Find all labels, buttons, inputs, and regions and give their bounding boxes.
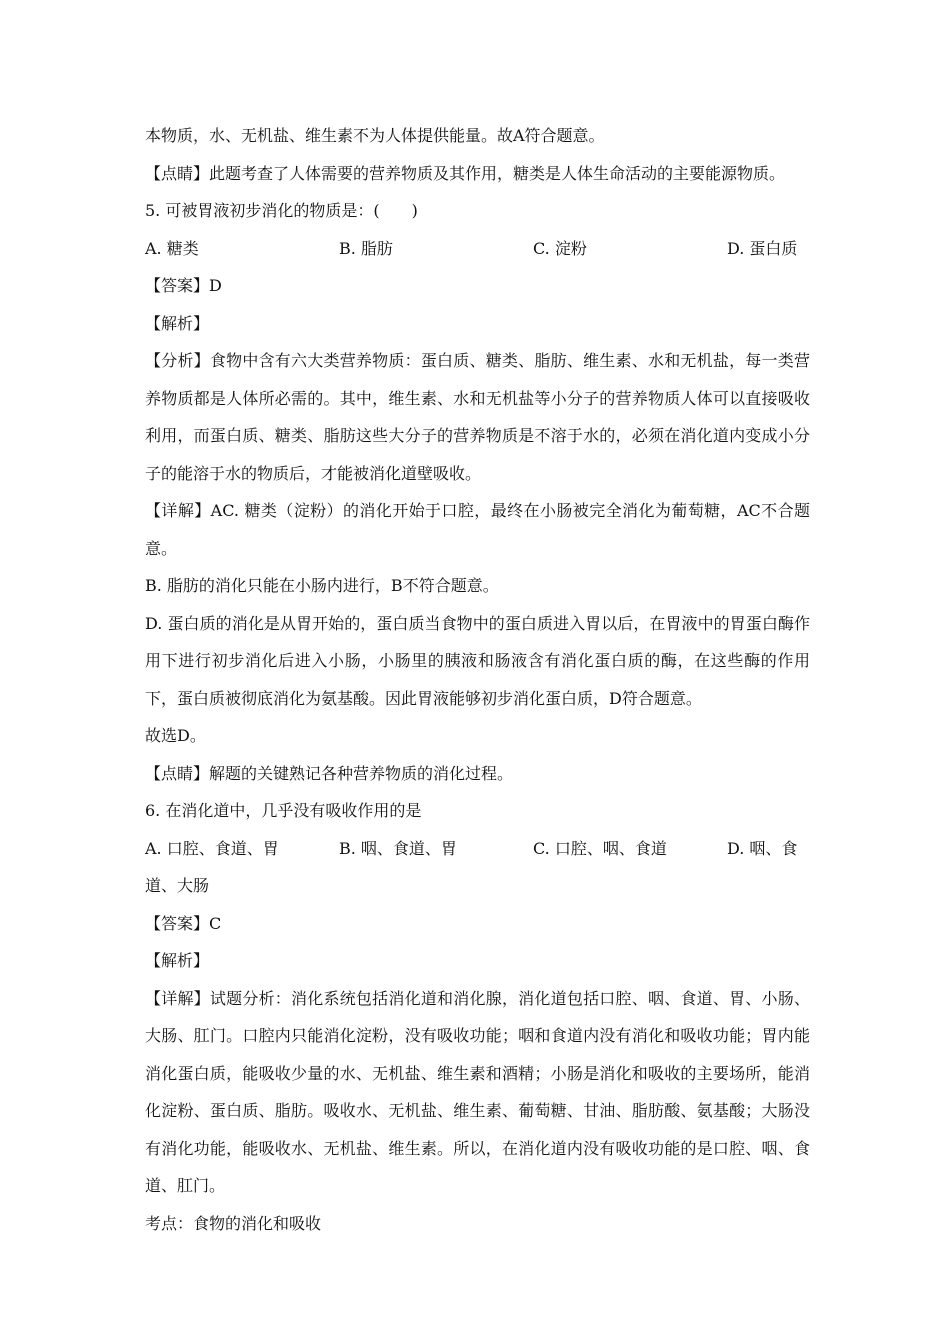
detail-b: B. 脂肪的消化只能在小肠内进行，B不符合题意。: [145, 576, 499, 595]
option-c: C. 淀粉: [533, 238, 587, 258]
analysis-heading: 【解析】: [145, 951, 210, 970]
option-d: D. 蛋白质: [727, 238, 798, 258]
question-6: 6. 在消化道中，几乎没有吸收作用的是: [145, 801, 422, 820]
option-b: B. 脂肪: [339, 238, 393, 258]
answer-line: 【答案】D: [145, 276, 222, 295]
text-line: 本物质，水、无机盐、维生素不为人体提供能量。故A符合题意。: [145, 126, 605, 145]
answer-line: 【答案】C: [145, 913, 222, 933]
question-6-options: [145, 830, 810, 868]
option-d-continuation: 道、大肠: [145, 876, 210, 895]
analysis-heading: 【解析】: [145, 313, 210, 333]
option-a: A. 口腔、食道、胃: [145, 838, 279, 858]
detail-d: D. 蛋白质的消化是从胃开始的，蛋白质当食物中的蛋白质进入胃以后，在胃液中的胃蛋白酶作用下进行初步消化后进入小肠，小肠里的胰液和肠液含有消化蛋白质的酶，在这些酶的作用下，蛋白质被彻底消化为氨基酸。因此胃液能够初步消化蛋白质，D符合题意。: [145, 613, 810, 708]
detail-paragraph: 【详解】试题分析：消化系统包括消化道和消化腺，消化道包括口腔、咽、食道、胃、小肠、大肠、肛门。口腔内只能消化淀粉，没有吸收功能；咽和食道内没有消化和吸收功能；胃内能消化蛋白质，能吸收少量的水、无机盐、维生素和酒精；小肠是消化和吸收的主要场所，能消化淀粉、蛋白质、脂肪。吸收水、无机盐、维生素、葡萄糖、甘油、脂肪酸、氨基酸；大肠没有消化功能，能吸收水、无机盐、维生素。所以，在消化道内没有吸收功能的是口腔、咽、食道、肛门。: [145, 988, 810, 1195]
topic-line: 考点：食物的消化和吸收: [145, 1213, 322, 1233]
tip-line: 【点睛】解题的关键熟记各种营养物质的消化过程。: [145, 763, 514, 783]
page-content: [145, 117, 810, 1242]
question-5-options: [145, 230, 810, 268]
question-5: 5. 可被胃液初步消化的物质是：( ): [145, 201, 418, 220]
choice-line: 故选D。: [145, 726, 206, 745]
tip-line: 【点睛】此题考查了人体需要的营养物质及其作用，糖类是人体生命活动的主要能源物质。: [145, 163, 786, 183]
analysis-paragraph: 【分析】食物中含有六大类营养物质：蛋白质、糖类、脂肪、维生素、水和无机盐，每一类营养物质都是人体所必需的。其中，维生素、水和无机盐等小分子的营养物质人体可以直接吸收利用，而蛋白质、糖类、脂肪这些大分子的营养物质是不溶于水的，必须在消化道内变成小分子的能溶于水的物质后，才能被消化道壁吸收。: [145, 351, 810, 483]
option-b: B. 咽、食道、胃: [339, 838, 457, 858]
option-a: A. 糖类: [145, 238, 199, 258]
option-c: C. 口腔、咽、食道: [533, 838, 667, 858]
detail-paragraph: 【详解】AC. 糖类（淀粉）的消化开始于口腔，最终在小肠被完全消化为葡萄糖，AC不合题意。: [145, 501, 810, 558]
option-d: D. 咽、食: [727, 838, 798, 858]
